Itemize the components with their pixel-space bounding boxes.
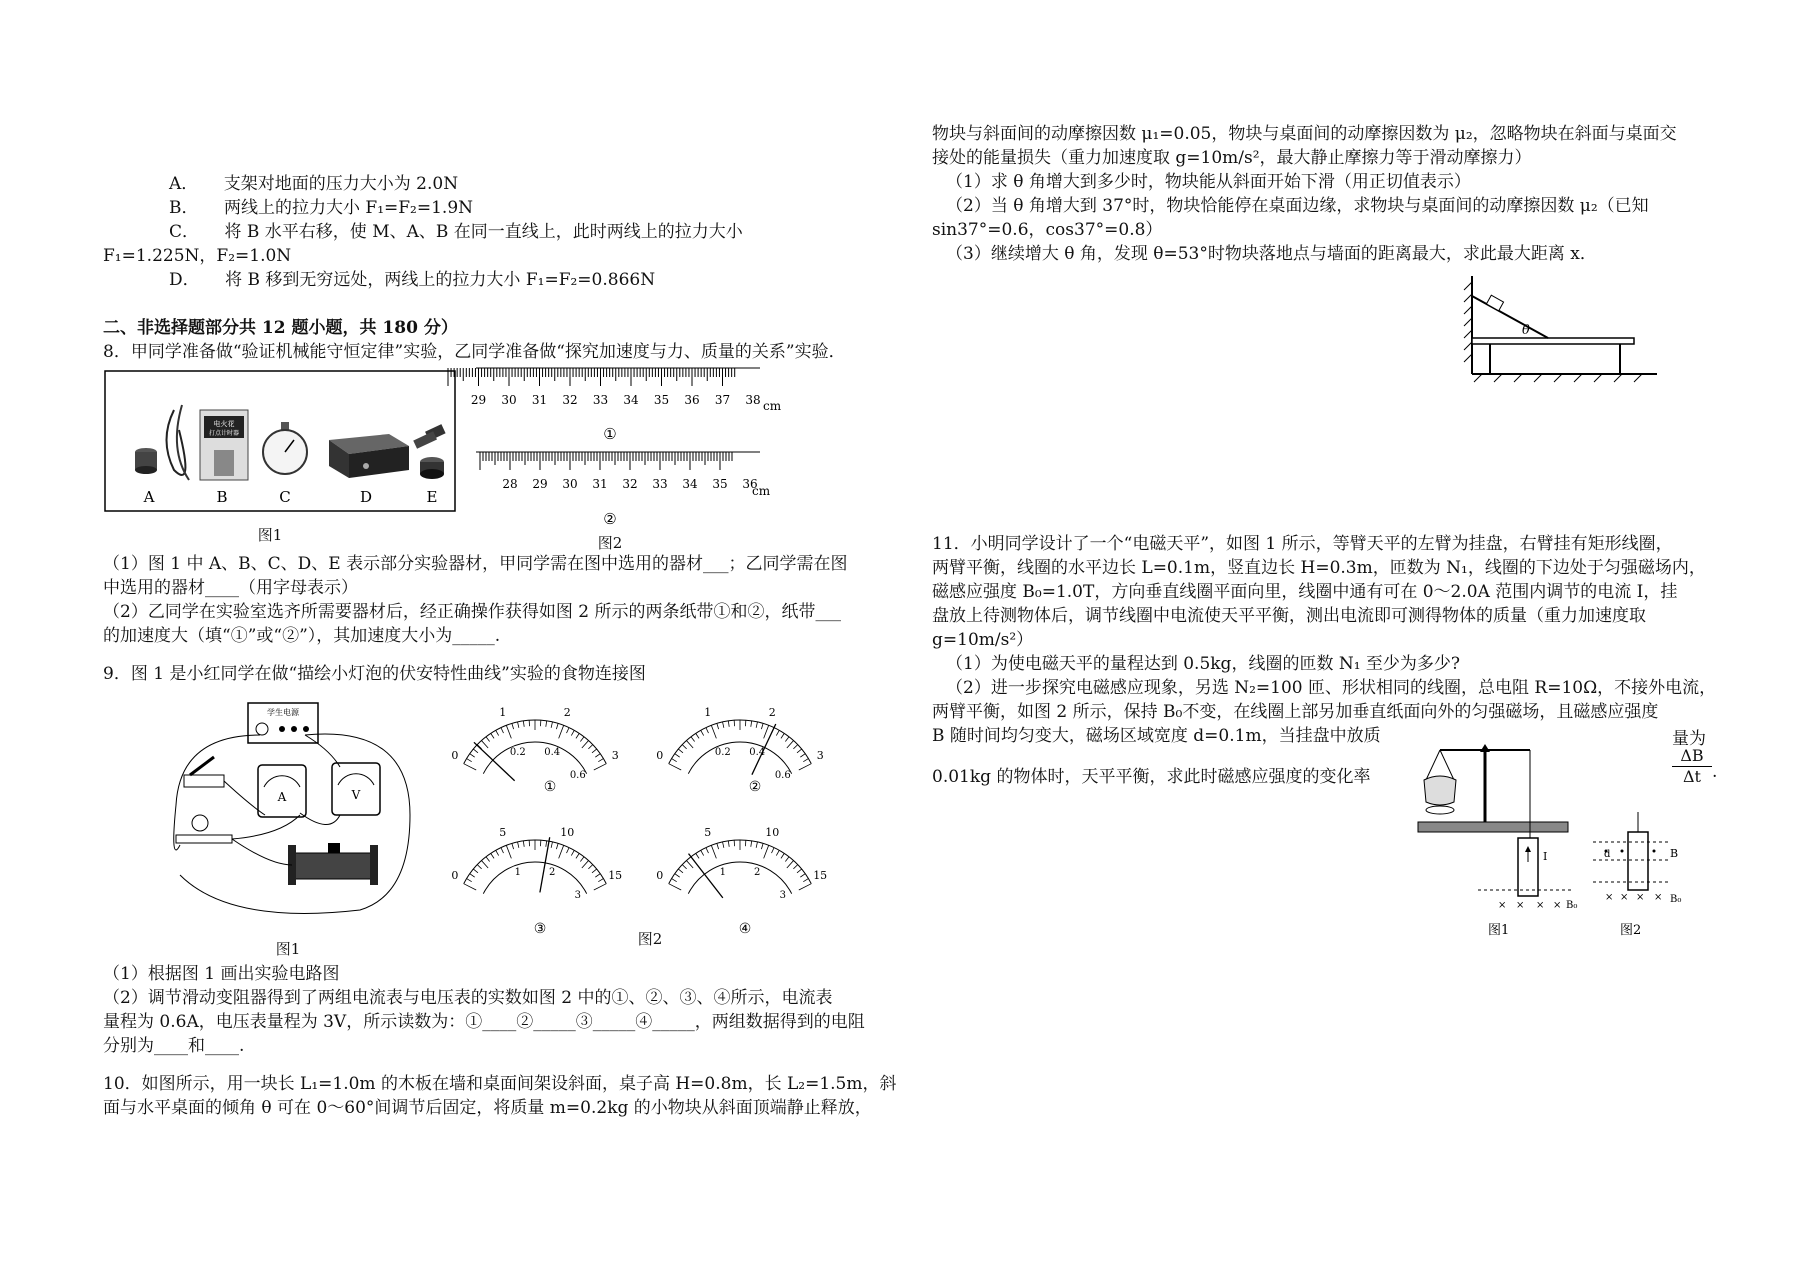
- q9-line-1: （1）根据图 1 画出实验电路图: [103, 964, 340, 984]
- svg-text:×: ×: [1620, 892, 1629, 903]
- q11-sub-1: （1）为使电磁天平的量程达到 0.5kg，线圈的匝数 N₁ 至少为多少?: [946, 654, 1461, 674]
- q11-line-9: B 随时间均匀变大，磁场区域宽度 d=0.1m，当挂盘中放质: [932, 726, 1381, 746]
- q10-line-4: 接处的能量损失（重力加速度取 g=10m/s²，最大静止摩擦力等于滑动摩擦力）: [932, 148, 1532, 168]
- meter-top-label: 15: [608, 869, 623, 883]
- q7-option-d: D． 将 B 移到无穷远处，两线上的拉力大小 F₁=F₂=0.866N: [169, 270, 656, 290]
- q9-fig1-caption: 图1: [275, 940, 301, 958]
- meter-bottom-label: 1: [514, 867, 521, 879]
- q10-sub-2-cont: sin37°=0.6，cos37°=0.8）: [932, 220, 1163, 240]
- meter-dial-2: [656, 706, 823, 795]
- meter-label: ②: [748, 779, 762, 795]
- q9-figure-2: [451, 695, 855, 945]
- meter-bottom-label: 2: [549, 867, 556, 879]
- ruler1-number: 36: [684, 393, 700, 407]
- q11-figures: [1408, 730, 1708, 940]
- svg-text:I: I: [1543, 850, 1548, 863]
- coil-2-icon: [1593, 812, 1681, 905]
- ruler2-number: 29: [532, 477, 548, 491]
- q8-questions: [103, 552, 903, 686]
- meter-bottom-label: 0.4: [749, 747, 766, 759]
- meter-label: ④: [738, 921, 752, 937]
- meter-top-label: 10: [765, 825, 780, 839]
- ruler2-number: 31: [592, 477, 608, 491]
- q10-line-3: 物块与斜面间的动摩擦因数 μ₁=0.05，物块与桌面间的动摩擦因数为 μ₂，忽略物块在斜面与桌面交: [932, 124, 1677, 144]
- label-d: D: [359, 488, 373, 506]
- svg-text:V: V: [351, 788, 361, 802]
- q11-line-5: g=10m/s²）: [932, 630, 1034, 650]
- meter-bottom-label: 1: [719, 867, 726, 879]
- q8-line-3: （2）乙同学在实验室选齐所需要器材后，经正确操作获得如图 2 所示的两条纸带①和②，纸带___: [103, 602, 841, 622]
- q10-sub-2: （2）当 θ 角增大到 37°时，物块恰能停在桌面边缘，求物块与桌面间的动摩擦因数 μ₂（已知: [946, 196, 1649, 216]
- q8-line-2: 中选用的器材____（用字母表示）: [103, 578, 358, 598]
- meter-label: ①: [543, 779, 557, 795]
- meter-label: ③: [533, 921, 547, 937]
- meter-top-label: 5: [499, 825, 507, 839]
- svg-text:×: ×: [1498, 900, 1507, 911]
- svg-text:学生电源: 学生电源: [267, 708, 299, 717]
- svg-text:B₀: B₀: [1566, 900, 1578, 911]
- q8-line-4: 的加速度大（填“①”或“②”），其加速度大小为_____.: [103, 626, 501, 646]
- svg-text:×: ×: [1553, 900, 1562, 911]
- timer-label-2: 打点计时器: [208, 430, 240, 437]
- q7-option-a: A． 支架对地面的压力大小为 2.0N: [169, 174, 459, 194]
- q8-figure-1: [104, 370, 456, 512]
- q10-sub-3: （3）继续增大 θ 角，发现 θ=53°时物块落地点与墙面的距离最大，求此最大距离 x．: [946, 244, 1597, 264]
- ruler1-number: 38: [745, 393, 761, 407]
- q11-line-1: 11．小明同学设计了一个“电磁天平”，如图 1 所示，等臂天平的左臂为挂盘，右臂挂有矩形线圈，: [932, 534, 1673, 554]
- q8-fig2-caption: 图2: [597, 534, 623, 552]
- meter-top-label: 3: [611, 749, 619, 763]
- ruler2-label: ②: [603, 510, 617, 528]
- meter-needle: [540, 837, 550, 892]
- q11-line-2: 两臂平衡，线圈的水平边长 L=0.1m，竖直边长 H=0.3m，匝数为 N₁，线圈的下边处于匀强磁场内，: [932, 558, 1706, 578]
- ruler1-number: 34: [623, 393, 639, 407]
- meter-top-label: 0: [656, 869, 664, 883]
- ruler1-number: 37: [714, 393, 731, 407]
- q7-option-c: C． 将 B 水平右移，使 M、A、B 在同一直线上，此时两线上的拉力大小: [169, 222, 743, 242]
- meter-bottom-label: 0.4: [544, 747, 561, 759]
- meter-top-label: 0: [656, 749, 664, 763]
- q9-line-3: 量程为 0.6A，电压表量程为 3V，所示读数为：①____②_____③_____④_____，两组数据得到的电阻: [103, 1012, 865, 1032]
- svg-text:B: B: [1670, 847, 1679, 860]
- meter-top-label: 3: [816, 749, 824, 763]
- meter-bottom-label: 0.6: [774, 770, 791, 782]
- q8-fig1-caption: 图1: [257, 526, 283, 544]
- q11-sub-2: （2）进一步探究电磁感应现象，另选 N₂=100 匝、形状相同的线圈，总电阻 R=10Ω，不接外电流，: [946, 678, 1717, 698]
- q9-questions: [103, 962, 903, 1120]
- meter-dial-4: [656, 826, 827, 937]
- q9-fig2-caption: 图2: [637, 930, 663, 948]
- ruler2-number: 34: [682, 477, 698, 491]
- q11: [932, 532, 1717, 748]
- svg-text:×: ×: [1516, 900, 1525, 911]
- q11-fig2-caption: 图2: [1620, 923, 1642, 938]
- meter-bottom-label: 0.6: [569, 770, 586, 782]
- theta-label: θ: [1522, 323, 1530, 338]
- ruler1-number: 35: [653, 393, 670, 407]
- meter-top-label: 2: [563, 705, 571, 719]
- ruler2-number: 33: [652, 477, 668, 491]
- svg-text:A: A: [277, 790, 287, 804]
- meter-bottom-label: 0.2: [714, 747, 731, 759]
- ruler2-number: 28: [502, 477, 518, 491]
- label-a: A: [143, 488, 155, 506]
- svg-text:×: ×: [1636, 892, 1645, 903]
- meter-dial-1: [451, 706, 618, 795]
- q9-figure-1: [170, 695, 430, 935]
- q10-line-1: 10．如图所示，用一块长 L₁=1.0m 的木板在墙和桌面间架设斜面，桌子高 H=0.8m，长 L₂=1.5m，斜: [103, 1074, 897, 1094]
- q9-stem: 9．图 1 是小红同学在做“描绘小灯泡的伏安特性曲线”实验的食物连接图: [103, 664, 646, 684]
- rheostat-icon: [288, 843, 378, 885]
- q10-sub-1: （1）求 θ 角增大到多少时，物块能从斜面开始下滑（用正切值表示）: [946, 172, 1471, 192]
- q11-mass-word: 量为: [1672, 729, 1706, 749]
- q11-fig1-caption: 图1: [1488, 923, 1510, 938]
- fraction-denominator: Δt: [1683, 767, 1701, 786]
- meter-bottom-label: 2: [754, 867, 761, 879]
- bulb-icon: [176, 815, 232, 843]
- weight-icon: [135, 448, 157, 474]
- q10-figure: [1452, 272, 1662, 384]
- balance-icon: [1418, 744, 1568, 838]
- section-2-title: 二、非选择题部分共 12 题小题，共 180 分）: [103, 318, 458, 338]
- q11-line-3: 磁感应强度 B₀=1.0T，方向垂直线圈平面向里，线圈中通有可在 0～2.0A 范围内调节的电流 I，挂: [932, 582, 1678, 602]
- q9-line-4: 分别为____和____.: [103, 1036, 245, 1056]
- q9-line-2: （2）调节滑动变阻器得到了两组电流表与电压表的实数如图 2 中的①、②、③、④所示，电流表: [103, 988, 833, 1008]
- fraction-period: .: [1712, 762, 1718, 782]
- timer-label-1: 电火花: [213, 420, 235, 428]
- ruler2-number: 35: [712, 477, 728, 491]
- meter-top-label: 1: [704, 705, 712, 719]
- meter-top-label: 0: [451, 869, 459, 883]
- fraction-numerator: ΔB: [1672, 746, 1712, 767]
- q11-line-4: 盘放上待测物体后，调节线圈中电流使天平平衡，测出电流即可测得物体的质量（重力加速度取: [932, 606, 1646, 626]
- ruler2-number: 32: [622, 477, 638, 491]
- svg-text:×: ×: [1536, 900, 1545, 911]
- ammeter-icon: [258, 765, 306, 817]
- meter-top-label: 1: [499, 705, 507, 719]
- ruler1-number: 31: [531, 393, 548, 407]
- q8-stem: 8．甲同学准备做“验证机械能守恒定律”实验，乙同学准备做“探究加速度与力、质量的关系”实验．: [103, 342, 846, 362]
- right-column: [932, 122, 1712, 266]
- ruler1-number: 33: [592, 393, 609, 407]
- ruler1-number: 30: [501, 393, 517, 407]
- label-e: E: [426, 488, 438, 506]
- meter-bottom-label: 3: [779, 890, 786, 902]
- coil-1-icon: [1478, 838, 1577, 911]
- ruler2-unit: cm: [752, 484, 771, 498]
- q11-line-8: 两臂平衡，如图 2 所示，保持 B₀不变，在线圈上部另加垂直纸面向外的匀强磁场，且磁感应强度: [932, 702, 1659, 722]
- meter-top-label: 15: [813, 869, 828, 883]
- meter-bottom-label: 0.2: [509, 747, 526, 759]
- svg-text:×: ×: [1605, 892, 1614, 903]
- meter-top-label: 2: [768, 705, 776, 719]
- meter-top-label: 0: [451, 749, 459, 763]
- meter-top-label: 10: [560, 825, 575, 839]
- meter-dial-3: [451, 826, 622, 937]
- q7-option-b: B． 两线上的拉力大小 F₁=F₂=1.9N: [169, 198, 474, 218]
- svg-text:d: d: [1604, 849, 1611, 860]
- q8-line-1: （1）图 1 中 A、B、C、D、E 表示部分实验器材，甲同学需在图中选用的器材___；乙同学需在图: [103, 554, 848, 574]
- ruler1-number: 29: [470, 393, 487, 407]
- q8-figure-2: [470, 366, 790, 532]
- ruler1-label: ①: [603, 425, 617, 443]
- ruler2-number: 36: [742, 477, 758, 491]
- svg-text:B₀: B₀: [1670, 894, 1682, 905]
- box-icon: [329, 434, 409, 478]
- meter-top-label: 5: [704, 825, 712, 839]
- label-b: B: [216, 488, 228, 506]
- ruler1-unit: cm: [763, 399, 782, 413]
- q7-option-c-cont: F₁=1.225N，F₂=1.0N: [103, 246, 292, 266]
- meter-needle: [689, 854, 723, 898]
- svg-text:×: ×: [1654, 892, 1663, 903]
- q10-line-2: 面与水平桌面的倾角 θ 可在 0～60°间调节后固定，将质量 m=0.2kg 的小物块从斜面顶端静止释放，: [103, 1098, 872, 1118]
- ruler2-number: 30: [562, 477, 578, 491]
- label-c: C: [279, 488, 291, 506]
- meter-bottom-label: 3: [574, 890, 581, 902]
- ruler1-number: 32: [562, 393, 578, 407]
- q11-last-line: 0.01kg 的物体时，天平平衡，求此时磁感应强度的变化率: [932, 767, 1371, 787]
- voltmeter-icon: [332, 763, 380, 815]
